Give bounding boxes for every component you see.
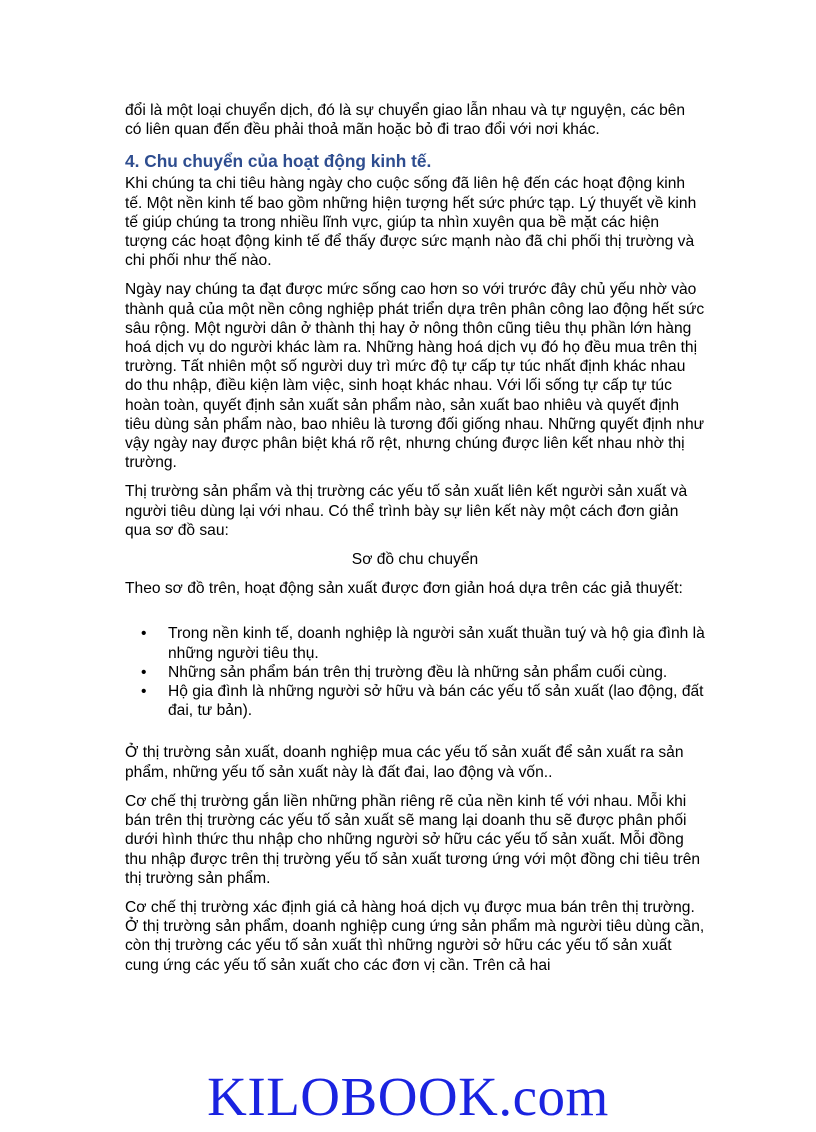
- body-paragraph: Ngày nay chúng ta đạt được mức sống cao hơn so với trước đây chủ yếu nhờ vào thành quả của một nền công nghiệp phát triển dựa trên phân công lao động hết sức sâu rộng. Một người dân ở thành thị hay ở nông thôn cũng tiêu thụ phần lớn hàng hoá dịch vụ do người khác làm ra. Những hàng hoá dịch vụ đó họ đều mua trên thị trường. Tất nhiên một số người duy trì mức độ tự cấp tự túc nhất định khác nhau do thu nhập, điều kiện làm việc, sinh hoạt khác nhau. Với lối sống tự cấp tự túc hoàn toàn, quyết định sản xuất sản phẩm nào, sản xuất bao nhiêu và quyết định tiêu dùng sản phẩm nào, bao nhiêu là tương đối giống nhau. Những quyết định như vậy ngày nay được phân biệt khá rõ rệt, nhưng chúng được liên kết nhau nhờ thị trường.: [125, 281, 705, 472]
- assumptions-list: [125, 624, 705, 720]
- list-item: [125, 624, 705, 662]
- assumptions-intro: Theo sơ đồ trên, hoạt động sản xuất được đơn giản hoá dựa trên các giả thuyết:: [125, 580, 683, 598]
- list-item: [125, 663, 705, 682]
- body-paragraph: Khi chúng ta chi tiêu hàng ngày cho cuộc sống đã liên hệ đến các hoạt động kinh tế. Một nền kinh tế bao gồm những hiện tượng hết sức phức tạp. Lý thuyết về kinh tế giúp chúng ta trong nhiều lĩnh vực, giúp ta nhìn xuyên qua bề mặt các hiện tượng các hoạt động kinh tế để thấy được sức mạnh nào đã chi phối thị trường và chi phối như thế nào.: [125, 175, 697, 270]
- bullet-icon: •: [141, 683, 147, 701]
- bullet-icon: •: [141, 663, 147, 681]
- document-body: [125, 101, 705, 985]
- body-paragraph: Thị trường sản phẩm và thị trường các yếu tố sản xuất liên kết người sản xuất và người tiêu dùng lại với nhau. Có thể trình bày sự liên kết này một cách đơn giản qua sơ đồ sau:: [125, 483, 688, 539]
- footer-brand-logo: KILOBOOK.com: [207, 1066, 609, 1127]
- list-item: [125, 682, 705, 720]
- diagram-caption: Sơ đồ chu chuyển: [351, 551, 479, 569]
- body-paragraph: Cơ chế thị trường gắn liền những phần riêng rẽ của nền kinh tế với nhau. Mỗi khi bán trên thị trường các yếu tố sản xuất sẽ mang lại doanh thu sẽ được phân phối dưới hình thức thu nhập cho những người sở hữu các yếu tố sản xuất. Mỗi đồng thu nhập được trên thị trường yếu tố sản xuất tương ứng với một đồng chi tiêu trên thị trường sản phẩm.: [125, 792, 701, 887]
- list-item-text: Những sản phẩm bán trên thị trường đều là những sản phẩm cuối cùng.: [168, 663, 668, 681]
- bullet-icon: •: [141, 625, 147, 643]
- intro-paragraph: đổi là một loại chuyển dịch, đó là sự chuyển giao lẫn nhau và tự nguyện, các bên có liên quan đến đều phải thoả mãn hoặc bỏ đi trao đổi với nơi khác.: [125, 102, 686, 139]
- list-item-text: Trong nền kinh tế, doanh nghiệp là người sản xuất thuần tuý và hộ gia đình là những người tiêu thụ.: [168, 625, 705, 662]
- body-paragraph: Ở thị trường sản xuất, doanh nghiệp mua các yếu tố sản xuất để sản xuất ra sản phẩm, những yếu tố sản xuất này là đất đai, lao động và vốn..: [125, 744, 684, 781]
- list-item-text: Hộ gia đình là những người sở hữu và bán các yếu tố sản xuất (lao động, đất đai, tư bản).: [168, 683, 704, 720]
- section-heading: 4. Chu chuyển của hoạt động kinh tế.: [125, 151, 432, 172]
- body-paragraph: Cơ chế thị trường xác định giá cả hàng hoá dịch vụ được mua bán trên thị trường. Ở thị trường sản phẩm, doanh nghiệp cung ứng sản phẩm mà người tiêu dùng cần, còn thị trường các yếu tố sản xuất thì những người sở hữu các yếu tố sản xuất cung ứng các yếu tố sản xuất cho các đơn vị cần. Trên cả hai: [125, 898, 705, 974]
